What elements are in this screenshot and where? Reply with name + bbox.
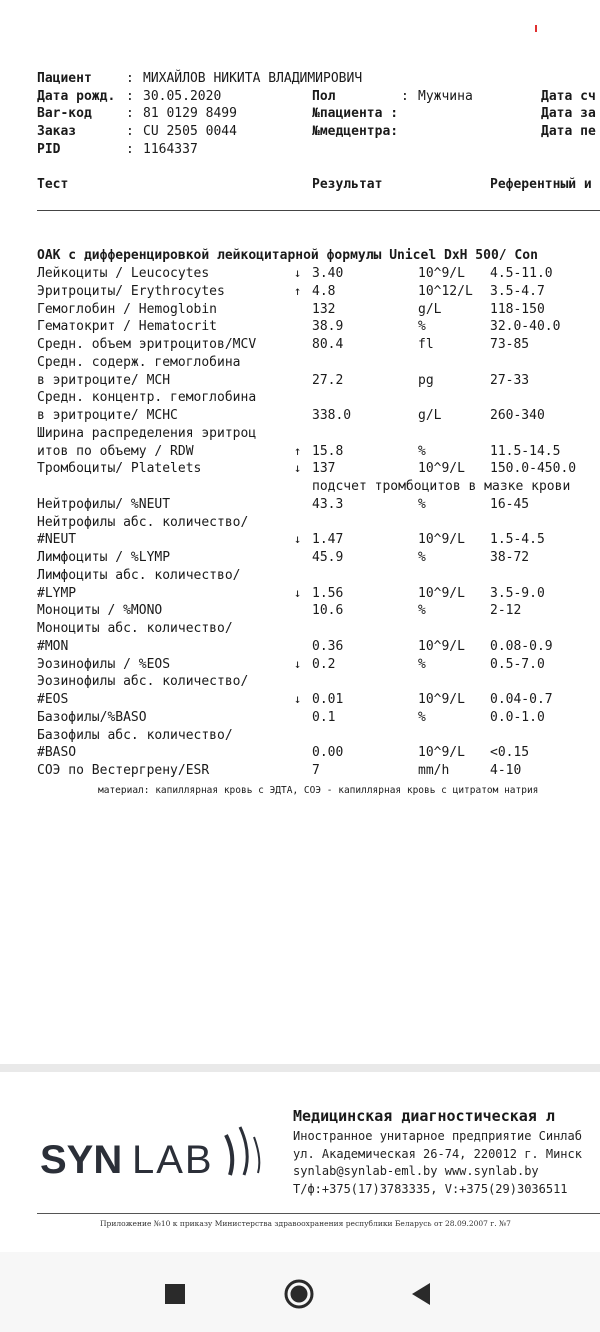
sex-value: Мужчина	[418, 89, 473, 104]
red-mark	[535, 25, 537, 32]
test-name: в эритроците/ MCHC	[37, 408, 178, 423]
section-title: ОАК с дифференцировкой лейкоцитарной формулы Unicel DxH 500/ Con	[37, 248, 538, 263]
org-line-3: synlab@synlab-eml.by www.synlab.by	[293, 1164, 539, 1178]
footnote: Приложение №10 к приказу Министерства здравоохранения республики Беларусь от 28.09.2007 г. №7	[100, 1219, 511, 1228]
unit: 10^9/L	[418, 586, 465, 601]
reference-range: 4.5-11.0	[490, 266, 553, 281]
reference-range: 0.08-0.9	[490, 639, 553, 654]
flag-arrow: ↓	[294, 657, 302, 671]
colon: :	[126, 89, 134, 104]
unit: 10^9/L	[418, 461, 465, 476]
flag-arrow: ↓	[294, 461, 302, 475]
header-separator	[37, 210, 600, 211]
unit: %	[418, 550, 426, 565]
reference-range: 3.5-9.0	[490, 586, 545, 601]
home-button[interactable]	[281, 1276, 317, 1312]
result-value: 7	[312, 763, 320, 778]
date-label-1: Дата сч	[541, 89, 596, 104]
flag-arrow: ↓	[294, 586, 302, 600]
unit: 10^12/L	[418, 284, 473, 299]
unit: 10^9/L	[418, 692, 465, 707]
reference-range: 2-12	[490, 603, 522, 618]
reference-range: 260-340	[490, 408, 545, 423]
result-value: 45.9	[312, 550, 344, 565]
colon: :	[126, 142, 134, 157]
test-name: #BASO	[37, 745, 77, 760]
test-name: Эозинофилы / %EOS	[37, 657, 171, 672]
org-title: Медицинская диагностическая л	[293, 1107, 555, 1125]
test-name: #EOS	[37, 692, 69, 707]
unit: 10^9/L	[418, 532, 465, 547]
unit: %	[418, 657, 426, 672]
reference-range: 38-72	[490, 550, 530, 565]
pid-value: 1164337	[143, 142, 198, 157]
result-value: 137	[312, 461, 336, 476]
result-value: 132	[312, 302, 336, 317]
flag-arrow: ↓	[294, 692, 302, 706]
test-name: #NEUT	[37, 532, 77, 547]
test-name: Средн. объем эритроцитов/MCV	[37, 337, 257, 352]
order-value: CU 2505 0044	[143, 124, 237, 139]
result-value: 43.3	[312, 497, 344, 512]
result-value: 27.2	[312, 373, 344, 388]
test-name: Лейкоциты / Leucocytes	[37, 266, 210, 281]
test-name: #LYMP	[37, 586, 77, 601]
unit: pg	[418, 373, 434, 388]
colon: :	[126, 106, 134, 121]
colon: :	[401, 89, 409, 104]
reference-range: 0.5-7.0	[490, 657, 545, 672]
circle-icon	[281, 1276, 317, 1312]
patient-label: Пациент	[37, 71, 92, 86]
unit: fl	[418, 337, 434, 352]
unit: 10^9/L	[418, 639, 465, 654]
reference-range: 11.5-14.5	[490, 444, 561, 459]
column-result: Результат	[312, 177, 383, 192]
test-name: Ширина распределения эритроц	[37, 426, 257, 441]
reference-range: 118-150	[490, 302, 545, 317]
reference-range: 16-45	[490, 497, 530, 512]
result-value: 80.4	[312, 337, 344, 352]
result-value: 0.01	[312, 692, 344, 707]
patient-no-label: №пациента :	[312, 106, 399, 121]
reference-range: 27-33	[490, 373, 530, 388]
test-name: Эритроциты/ Erythrocytes	[37, 284, 225, 299]
reference-range: 3.5-4.7	[490, 284, 545, 299]
test-name: итов по объему / RDW	[37, 444, 194, 459]
date-label-3: Дата пе	[541, 124, 596, 139]
result-value: 0.00	[312, 745, 344, 760]
page-divider	[0, 1064, 600, 1072]
result-value: 1.56	[312, 586, 344, 601]
org-line-1: Иностранное унитарное предприятие Синлаб	[293, 1129, 582, 1143]
unit: %	[418, 603, 426, 618]
result-value: 3.40	[312, 266, 344, 281]
dob-value: 30.05.2020	[143, 89, 222, 104]
logo-wave-2	[240, 1127, 247, 1175]
unit: %	[418, 710, 426, 725]
date-label-2: Дата за	[541, 106, 596, 121]
synlab-logo-graphic	[40, 1125, 270, 1185]
reference-range: 4-10	[490, 763, 522, 778]
triangle-back-icon	[404, 1276, 440, 1312]
synlab-logo	[40, 1125, 270, 1189]
barcode-value: 81 0129 8499	[143, 106, 237, 121]
test-name: Нейтрофилы абс. количество/	[37, 515, 249, 530]
test-name: Базофилы/%BASO	[37, 710, 147, 725]
unit: %	[418, 319, 426, 334]
result-value: 38.9	[312, 319, 344, 334]
test-name: Нейтрофилы/ %NEUT	[37, 497, 171, 512]
test-name: Средн. содерж. гемоглобина	[37, 355, 241, 370]
reference-range: 32.0-40.0	[490, 319, 561, 334]
result-value: 0.2	[312, 657, 336, 672]
logo-text-light: LAB	[132, 1138, 214, 1182]
column-test: Тест	[37, 177, 69, 192]
unit: 10^9/L	[418, 745, 465, 760]
test-name: Моноциты / %MONO	[37, 603, 163, 618]
test-name: Лимфоциты / %LYMP	[37, 550, 171, 565]
test-name: #MON	[37, 639, 69, 654]
unit: %	[418, 497, 426, 512]
reference-range: 0.04-0.7	[490, 692, 553, 707]
sex-label: Пол	[312, 89, 336, 104]
dob-label: Дата рожд.	[37, 89, 116, 104]
test-name: Базофилы абс. количество/	[37, 728, 233, 743]
test-name: Моноциты абс. количество/	[37, 621, 233, 636]
org-line-2: ул. Академическая 26-74, 220012 г. Минск	[293, 1147, 582, 1161]
reference-range: 0.0-1.0	[490, 710, 545, 725]
column-reference: Референтный и	[490, 177, 592, 192]
footer-rule	[37, 1213, 600, 1214]
test-name: в эритроците/ MCH	[37, 373, 171, 388]
result-value: 15.8	[312, 444, 344, 459]
result-value: 0.36	[312, 639, 344, 654]
test-name: Лимфоциты абс. количество/	[37, 568, 241, 583]
test-name: Гематокрит / Hematocrit	[37, 319, 218, 334]
test-name: Гемоглобин / Hemoglobin	[37, 302, 218, 317]
result-value: подсчет тромбоцитов в мазке крови	[312, 479, 571, 494]
test-name: Эозинофилы абс. количество/	[37, 674, 249, 689]
result-value: 4.8	[312, 284, 336, 299]
test-name: СОЭ по Вестергрену/ESR	[37, 763, 210, 778]
reference-range: 73-85	[490, 337, 530, 352]
result-value: 0.1	[312, 710, 336, 725]
material-note: материал: капиллярная кровь с ЭДТА, СОЭ - капиллярная кровь с цитратом натрия	[98, 785, 539, 796]
reference-range: <0.15	[490, 745, 530, 760]
org-line-4: Т/ф:+375(17)3783335, V:+375(29)3036511	[293, 1182, 568, 1196]
flag-arrow: ↑	[294, 444, 302, 458]
result-value: 1.47	[312, 532, 344, 547]
result-value: 10.6	[312, 603, 344, 618]
unit: 10^9/L	[418, 266, 465, 281]
unit: %	[418, 444, 426, 459]
flag-arrow: ↑	[294, 284, 302, 298]
patient-name: МИХАЙЛОВ НИКИТА ВЛАДИМИРОВИЧ	[143, 71, 363, 86]
logo-text-bold: SYN	[40, 1138, 123, 1182]
flag-arrow: ↓	[294, 266, 302, 280]
unit: mm/h	[418, 763, 450, 778]
logo-wave-1	[226, 1135, 232, 1175]
test-name: Тромбоциты/ Platelets	[37, 461, 202, 476]
colon: :	[126, 71, 134, 86]
logo-wave-3	[254, 1137, 259, 1173]
result-value: 338.0	[312, 408, 352, 423]
medcenter-label: №медцентра:	[312, 124, 399, 139]
test-name: Средн. концентр. гемоглобина	[37, 390, 257, 405]
flag-arrow: ↓	[294, 532, 302, 546]
recent-apps-button[interactable]	[157, 1276, 193, 1312]
pid-label: PID	[37, 142, 61, 157]
colon: :	[126, 124, 134, 139]
unit: g/L	[418, 408, 442, 423]
reference-range: 1.5-4.5	[490, 532, 545, 547]
barcode-label: Bar-код	[37, 106, 92, 121]
square-icon	[157, 1276, 193, 1312]
back-button[interactable]	[404, 1276, 440, 1312]
reference-range: 150.0-450.0	[490, 461, 577, 476]
order-label: Заказ	[37, 124, 77, 139]
unit: g/L	[418, 302, 442, 317]
